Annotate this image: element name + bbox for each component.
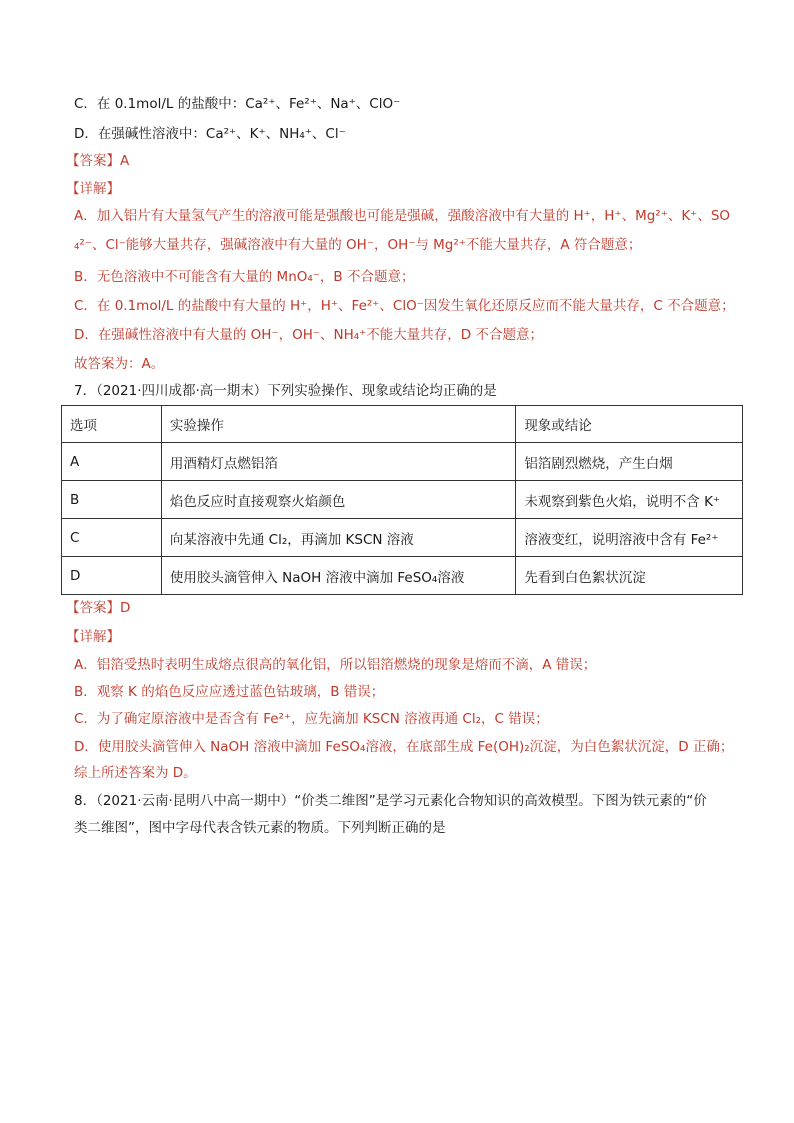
conclusion: 故答案为：A。 [74,356,165,372]
detail-label: 【详解】 [66,181,120,197]
table-cell: 先看到白色絮状沉淀 [516,557,743,595]
detail-label: 【详解】 [66,629,120,645]
table-header: 现象或结论 [516,406,743,443]
option-d: D．在强碱性溶液中：Ca²⁺、K⁺、NH₄⁺、Cl⁻ [74,126,346,142]
answer-label: 【答案】D [66,600,131,616]
table-header: 选项 [62,406,162,443]
detail-d: D．在强碱性溶液中有大量的 OH⁻，OH⁻、NH₄⁺不能大量共存，D 不合题意； [74,327,543,343]
detail-a-line-2: ₄²⁻、Cl⁻能够大量共存，强碱溶液中有大量的 OH⁻，OH⁻与 Mg²⁺不能大量共存，A 符合题意； [74,237,642,253]
detail-c: C．为了确定原溶液中是否含有 Fe²⁺，应先滴加 KSCN 溶液再通 Cl₂，C 错误； [74,711,549,727]
question-stem-line-2: 类二维图”，图中字母代表含铁元素的物质。下列判断正确的是 [74,820,446,836]
table-cell: 未观察到紫色火焰，说明不含 K⁺ [516,481,743,519]
question-stem-line-1: 8．（2021·云南·昆明八中高一期中）“价类二维图”是学习元素化合物知识的高效模型。下图为铁元素的“价 [74,793,707,809]
detail-c: C．在 0.1mol/L 的盐酸中有大量的 H⁺，H⁺、Fe²⁺、ClO⁻因发生氧化还原反应而不能大量共存，C 不合题意； [74,298,735,314]
table-cell: 使用胶头滴管伸入 NaOH 溶液中滴加 FeSO₄溶液 [161,557,515,595]
table-cell: A [62,443,162,481]
detail-d: D．使用胶头滴管伸入 NaOH 溶液中滴加 FeSO₄溶液，在底部生成 Fe(OH)₂沉淀，为白色絮状沉淀，D 正确； [74,739,734,755]
question-stem: 7．（2021·四川成都·高一期末）下列实验操作、现象或结论均正确的是 [74,383,497,399]
table-cell: C [62,519,162,557]
detail-b: B．无色溶液中不可能含有大量的 MnO₄⁻，B 不合题意； [74,269,415,285]
table-cell: 溶液变红，说明溶液中含有 Fe²⁺ [516,519,743,557]
detail-a: A．铝箔受热时表明生成熔点很高的氧化铝，所以铝箔燃烧的现象是熔而不滴，A 错误； [74,657,597,673]
table-header-row [62,406,743,443]
table-cell: 焰色反应时直接观察火焰颜色 [161,481,515,519]
table-cell: 铝箔剧烈燃烧，产生白烟 [516,443,743,481]
table-row [62,481,743,519]
table-row [62,443,743,481]
table-cell: B [62,481,162,519]
detail-a-line-1: A．加入铝片有大量氢气产生的溶液可能是强酸也可能是强碱，强酸溶液中有大量的 H⁺，H⁺、Mg²⁺、K⁺、SO [74,208,731,224]
options-table [61,405,743,595]
table-header: 实验操作 [161,406,515,443]
option-c: C．在 0.1mol/L 的盐酸中：Ca²⁺、Fe²⁺、Na⁺、ClO⁻ [74,96,401,112]
table-row [62,519,743,557]
table-cell: 向某溶液中先通 Cl₂，再滴加 KSCN 溶液 [161,519,515,557]
conclusion: 综上所述答案为 D。 [74,765,197,781]
table-row [62,557,743,595]
detail-b: B．观察 K 的焰色反应应透过蓝色钴玻璃，B 错误； [74,684,385,700]
table-cell: D [62,557,162,595]
answer-label: 【答案】A [66,153,130,169]
table-cell: 用酒精灯点燃铝箔 [161,443,515,481]
